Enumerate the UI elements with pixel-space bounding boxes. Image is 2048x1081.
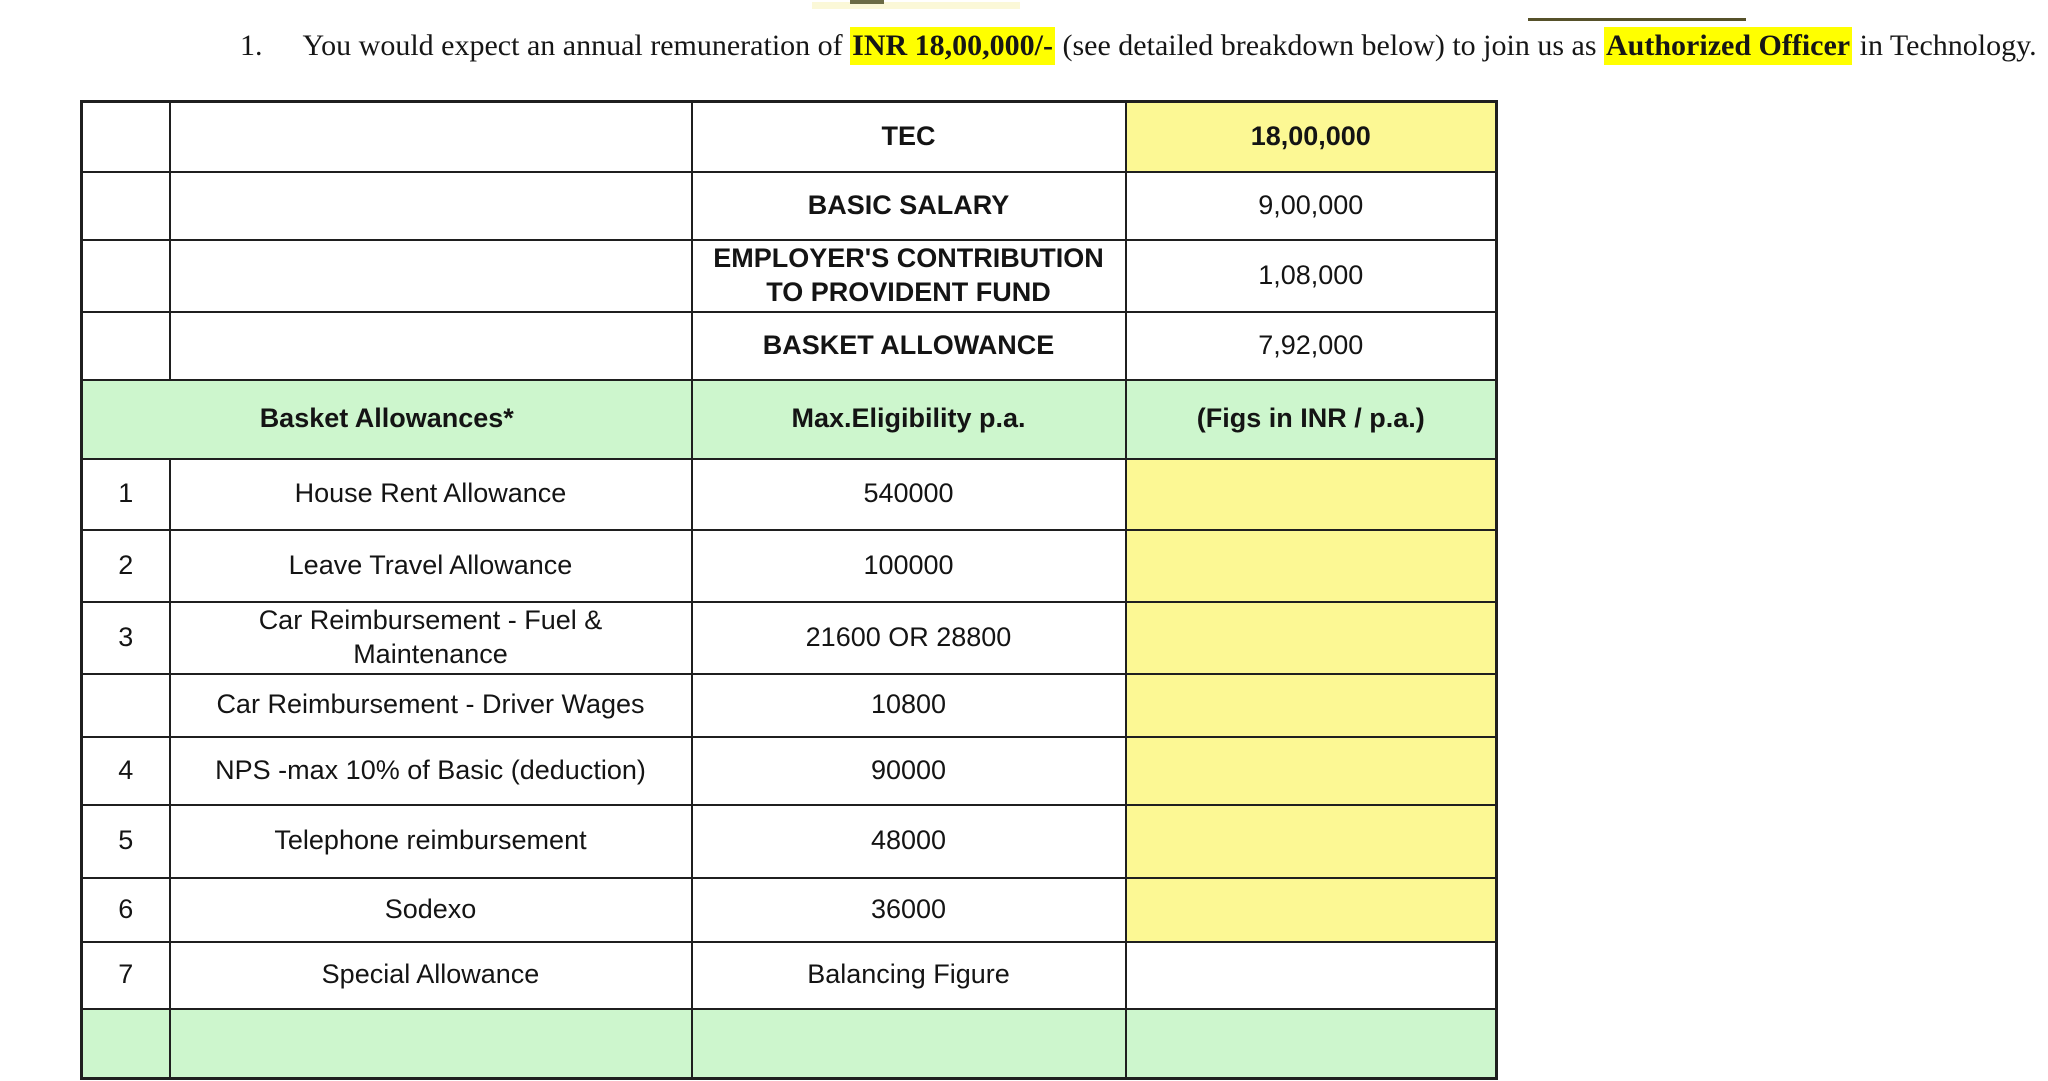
tec-value-cell: 18,00,000	[1126, 102, 1497, 172]
employer-pf-value-cell: 1,08,000	[1126, 240, 1497, 312]
row-number-cell: 3	[82, 602, 170, 674]
table-row-tec	[82, 102, 1497, 172]
empty-cell	[82, 172, 170, 240]
clause-text-part3: in Technology.	[1852, 29, 2037, 62]
table-row-car-driver	[82, 674, 1497, 737]
table-row-telephone	[82, 805, 1497, 878]
clause-text-part1: You would expect an annual remuneration of	[302, 29, 851, 62]
row-number-cell	[82, 674, 170, 737]
empty-cell	[170, 172, 692, 240]
cropped-line-highlight-remnant	[812, 2, 1020, 9]
row-number-cell: 1	[82, 459, 170, 530]
eligibility-cell: 10800	[692, 674, 1126, 737]
figure-input-cell	[1126, 530, 1497, 602]
empty-cell	[1126, 1009, 1497, 1079]
figure-input-cell	[1126, 602, 1497, 674]
cropped-line-text-remnant	[850, 0, 884, 4]
basket-allowance-value-cell: 7,92,000	[1126, 312, 1497, 380]
table-row-nps	[82, 737, 1497, 805]
empty-cell	[82, 312, 170, 380]
clause-text-part2: (see detailed breakdown below) to join us as	[1055, 29, 1605, 62]
empty-cell	[170, 240, 692, 312]
eligibility-cell: 48000	[692, 805, 1126, 878]
empty-cell	[170, 312, 692, 380]
row-number-cell: 7	[82, 942, 170, 1009]
figure-input-cell	[1126, 674, 1497, 737]
eligibility-cell: 36000	[692, 878, 1126, 942]
eligibility-cell: Balancing Figure	[692, 942, 1126, 1009]
allowance-name-cell: Car Reimbursement - Driver Wages	[170, 674, 692, 737]
table-row-employer-pf	[82, 240, 1497, 312]
salary-breakdown-table	[80, 100, 1498, 1080]
allowance-name-cell: NPS -max 10% of Basic (deduction)	[170, 737, 692, 805]
empty-cell	[170, 102, 692, 172]
table-row-basic-salary	[82, 172, 1497, 240]
row-number-cell: 6	[82, 878, 170, 942]
figure-input-cell	[1126, 942, 1497, 1009]
allowance-name-cell: Leave Travel Allowance	[170, 530, 692, 602]
eligibility-cell: 540000	[692, 459, 1126, 530]
figure-input-cell	[1126, 459, 1497, 530]
list-number: 1.	[240, 29, 263, 62]
empty-cell	[82, 102, 170, 172]
remuneration-clause	[240, 28, 2037, 64]
table-row-car-fuel	[82, 602, 1497, 674]
eligibility-cell: 21600 OR 28800	[692, 602, 1126, 674]
empty-cell	[692, 1009, 1126, 1079]
basket-allowance-label-cell: BASKET ALLOWANCE	[692, 312, 1126, 380]
allowance-name-cell: Sodexo	[170, 878, 692, 942]
table-row-special-allowance	[82, 942, 1497, 1009]
empty-cell	[82, 1009, 170, 1079]
row-number-cell: 5	[82, 805, 170, 878]
eligibility-cell: 100000	[692, 530, 1126, 602]
highlighted-amount: INR 18,00,000/-	[850, 27, 1055, 65]
figure-input-cell	[1126, 878, 1497, 942]
figure-input-cell	[1126, 737, 1497, 805]
allowance-name-cell: Telephone reimbursement	[170, 805, 692, 878]
figure-input-cell	[1126, 805, 1497, 878]
allowance-name-cell: Car Reimbursement - Fuel & Maintenance	[170, 602, 692, 674]
allowance-name-cell: House Rent Allowance	[170, 459, 692, 530]
basic-salary-value-cell: 9,00,000	[1126, 172, 1497, 240]
employer-pf-label-cell: EMPLOYER'S CONTRIBUTION TO PROVIDENT FUND	[692, 240, 1126, 312]
row-number-cell: 2	[82, 530, 170, 602]
empty-cell	[82, 240, 170, 312]
cropped-line-text-remnant-2	[1528, 18, 1746, 21]
header-eligibility-cell: Max.Eligibility p.a.	[692, 380, 1126, 459]
eligibility-cell: 90000	[692, 737, 1126, 805]
table-footer-row	[82, 1009, 1497, 1079]
empty-cell	[170, 1009, 692, 1079]
allowance-name-cell: Special Allowance	[170, 942, 692, 1009]
highlighted-designation: Authorized Officer	[1604, 27, 1852, 65]
table-row-basket-allowance	[82, 312, 1497, 380]
basic-salary-label-cell: BASIC SALARY	[692, 172, 1126, 240]
tec-label-cell: TEC	[692, 102, 1126, 172]
header-figs-cell: (Figs in INR / p.a.)	[1126, 380, 1497, 459]
table-row-lta	[82, 530, 1497, 602]
table-header-row	[82, 380, 1497, 459]
table-row-sodexo	[82, 878, 1497, 942]
table-row-hra	[82, 459, 1497, 530]
header-basket-allowances-cell: Basket Allowances*	[82, 380, 692, 459]
row-number-cell: 4	[82, 737, 170, 805]
